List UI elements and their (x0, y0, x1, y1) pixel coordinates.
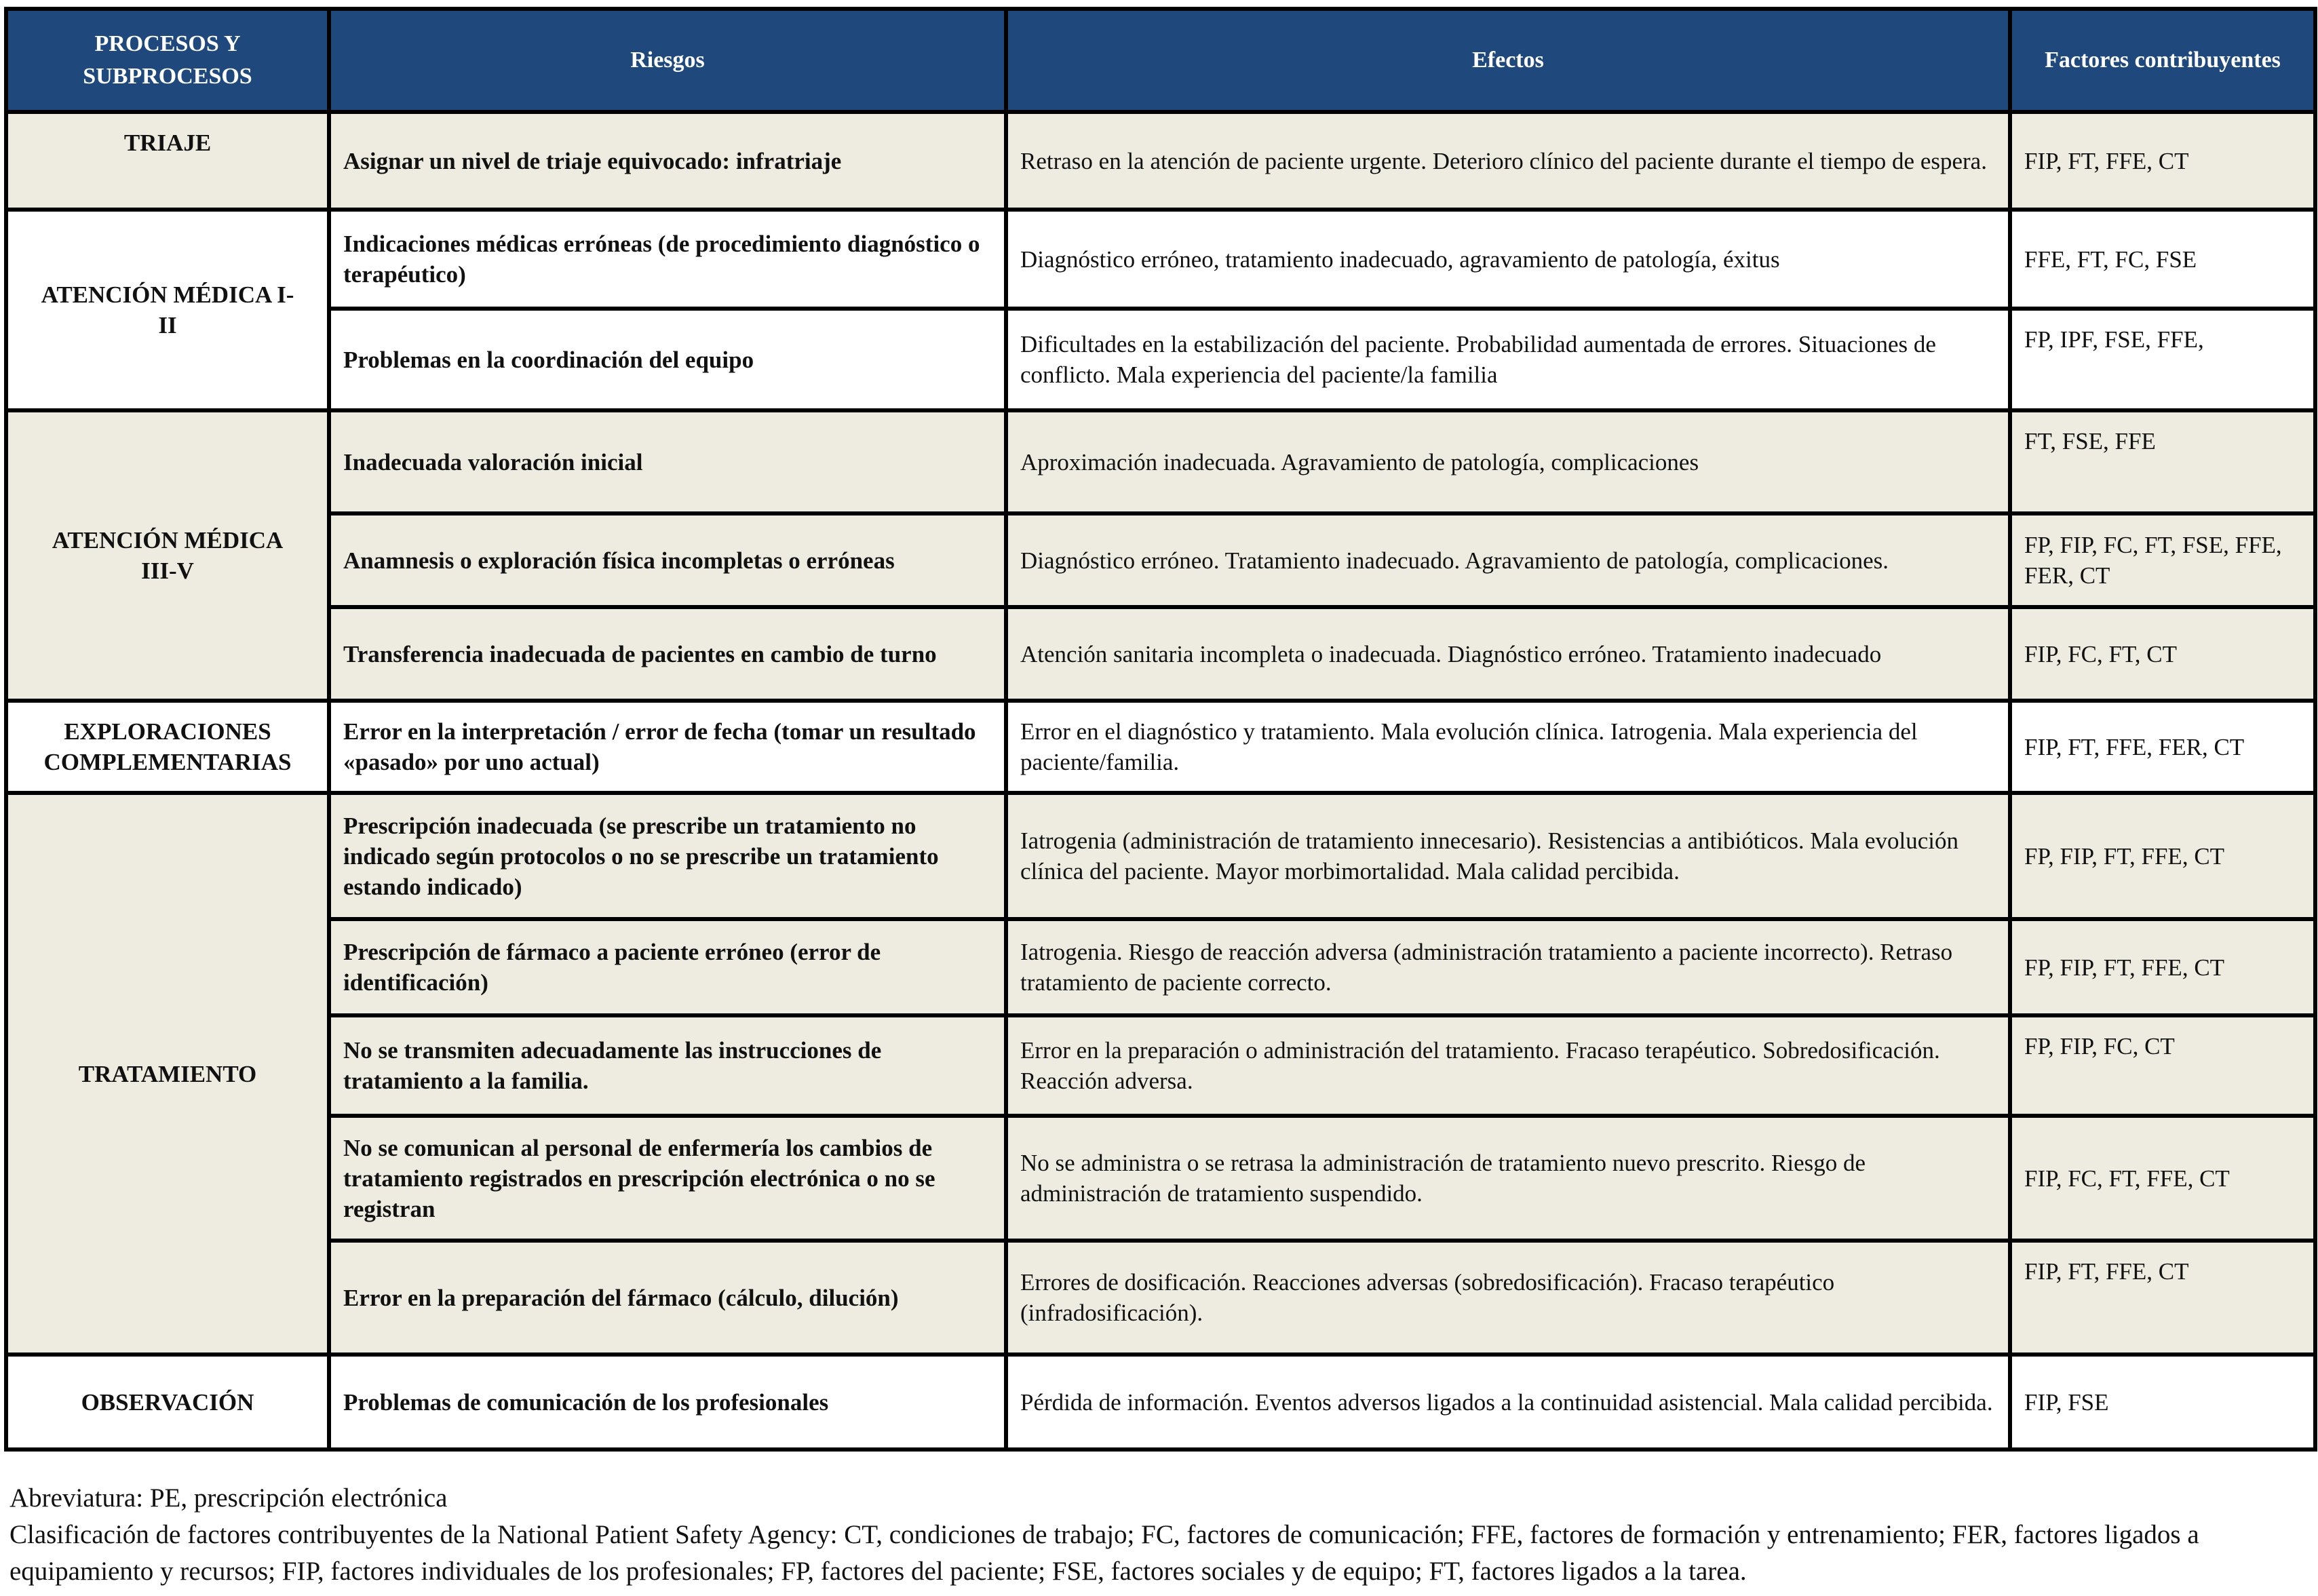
riesgo-cell: Prescripción inadecuada (se prescribe un tratamiento no indicado según protocolos o no se prescribe un tratamiento estando indicado) (329, 793, 1006, 919)
table-row (6, 1241, 2315, 1355)
factores-cell: FP, FIP, FT, FFE, CT (2010, 793, 2315, 919)
riesgo-cell: Prescripción de fármaco a paciente erróneo (error de identificación) (329, 919, 1006, 1015)
riesgo-cell: Problemas de comunicación de los profesionales (329, 1355, 1006, 1449)
proceso-cell: ATENCIÓN MÉDICA I-II (6, 210, 329, 410)
table-row (6, 309, 2315, 410)
efecto-cell: Dificultades en la estabilización del paciente. Probabilidad aumentada de errores. Situaciones de conflicto. Mala experiencia del paciente/la familia (1006, 309, 2010, 410)
proceso-cell: ATENCIÓN MÉDICA III-V (6, 410, 329, 701)
table-row (6, 1015, 2315, 1116)
abbreviation-note: Abreviatura: PE, prescripción electrónica (9, 1483, 448, 1513)
riesgo-cell: No se comunican al personal de enfermería los cambios de tratamiento registrados en prescripción electrónica o no se registran (329, 1116, 1006, 1241)
riesgo-cell: Error en la preparación del fármaco (cálculo, dilución) (329, 1241, 1006, 1355)
riesgo-cell: Anamnesis o exploración física incompletas o erróneas (329, 513, 1006, 607)
factores-cell: FP, FIP, FC, CT (2010, 1015, 2315, 1116)
header-factores: Factores contribuyentes (2010, 9, 2315, 112)
riesgo-cell: Problemas en la coordinación del equipo (329, 309, 1006, 410)
factores-cell: FIP, FSE (2010, 1355, 2315, 1449)
efecto-cell: Retraso en la atención de paciente urgente. Deterioro clínico del paciente durante el tiempo de espera. (1006, 112, 2010, 210)
factores-cell: FIP, FC, FT, FFE, CT (2010, 1116, 2315, 1241)
table-row (6, 210, 2315, 309)
table-footnote (9, 1480, 2309, 1590)
efecto-cell: Error en el diagnóstico y tratamiento. Mala evolución clínica. Iatrogenia. Mala experiencia del paciente/familia. (1006, 701, 2010, 793)
factores-cell: FIP, FC, FT, CT (2010, 607, 2315, 701)
riesgo-cell: Transferencia inadecuada de pacientes en cambio de turno (329, 607, 1006, 701)
header-row (6, 9, 2315, 112)
efecto-cell: Iatrogenia (administración de tratamiento innecesario). Resistencias a antibióticos. Mala evolución clínica del paciente. Mayor morbimortalidad. Mala calidad percibida. (1006, 793, 2010, 919)
efecto-cell: Error en la preparación o administración del tratamiento. Fracaso terapéutico. Sobredosificación. Reacción adversa. (1006, 1015, 2010, 1116)
header-procesos: PROCESOS Y SUBPROCESOS (6, 9, 329, 112)
classification-note: Clasificación de factores contribuyentes de la National Patient Safety Agency: CT, condiciones de trabajo; FC, factores de comunicación; FFE, factores de formación y entrenamiento; FER, factores ligados a equipamiento y recursos; FIP, factores individuales de los profesionales; FP, factores del paciente; FSE, factores sociales y de equipo; FT, factores ligados a la tarea. (9, 1520, 2199, 1586)
risk-table (4, 7, 2317, 1452)
table-row (6, 607, 2315, 701)
riesgo-cell: Asignar un nivel de triaje equivocado: infratriaje (329, 112, 1006, 210)
factores-cell: FFE, FT, FC, FSE (2010, 210, 2315, 309)
proceso-cell: TRIAJE (6, 112, 329, 210)
table-row (6, 1355, 2315, 1449)
factores-cell: FIP, FT, FFE, CT (2010, 1241, 2315, 1355)
table-row (6, 919, 2315, 1015)
table-row (6, 701, 2315, 793)
efecto-cell: Pérdida de información. Eventos adversos ligados a la continuidad asistencial. Mala calidad percibida. (1006, 1355, 2010, 1449)
riesgo-cell: Error en la interpretación / error de fecha (tomar un resultado «pasado» por uno actual) (329, 701, 1006, 793)
riesgo-cell: No se transmiten adecuadamente las instrucciones de tratamiento a la familia. (329, 1015, 1006, 1116)
table-row (6, 410, 2315, 513)
header-riesgos: Riesgos (329, 9, 1006, 112)
proceso-cell: OBSERVACIÓN (6, 1355, 329, 1449)
efecto-cell: Iatrogenia. Riesgo de reacción adversa (administración tratamiento a paciente incorrecto). Retraso tratamiento de paciente correcto. (1006, 919, 2010, 1015)
riesgo-cell: Inadecuada valoración inicial (329, 410, 1006, 513)
proceso-cell: EXPLORACIONES COMPLEMENTARIAS (6, 701, 329, 793)
efecto-cell: Errores de dosificación. Reacciones adversas (sobredosificación). Fracaso terapéutico (infradosificación). (1006, 1241, 2010, 1355)
efecto-cell: Diagnóstico erróneo. Tratamiento inadecuado. Agravamiento de patología, complicaciones. (1006, 513, 2010, 607)
factores-cell: FP, IPF, FSE, FFE, (2010, 309, 2315, 410)
factores-cell: FT, FSE, FFE (2010, 410, 2315, 513)
header-efectos: Efectos (1006, 9, 2010, 112)
factores-cell: FIP, FT, FFE, CT (2010, 112, 2315, 210)
efecto-cell: Aproximación inadecuada. Agravamiento de patología, complicaciones (1006, 410, 2010, 513)
proceso-cell: TRATAMIENTO (6, 793, 329, 1355)
table-row (6, 1116, 2315, 1241)
factores-cell: FIP, FT, FFE, FER, CT (2010, 701, 2315, 793)
table-row (6, 112, 2315, 210)
efecto-cell: No se administra o se retrasa la administración de tratamiento nuevo prescrito. Riesgo de administración de tratamiento suspendido. (1006, 1116, 2010, 1241)
table-row (6, 513, 2315, 607)
riesgo-cell: Indicaciones médicas erróneas (de procedimiento diagnóstico o terapéutico) (329, 210, 1006, 309)
factores-cell: FP, FIP, FT, FFE, CT (2010, 919, 2315, 1015)
efecto-cell: Diagnóstico erróneo, tratamiento inadecuado, agravamiento de patología, éxitus (1006, 210, 2010, 309)
factores-cell: FP, FIP, FC, FT, FSE, FFE, FER, CT (2010, 513, 2315, 607)
efecto-cell: Atención sanitaria incompleta o inadecuada. Diagnóstico erróneo. Tratamiento inadecuado (1006, 607, 2010, 701)
table-row (6, 793, 2315, 919)
